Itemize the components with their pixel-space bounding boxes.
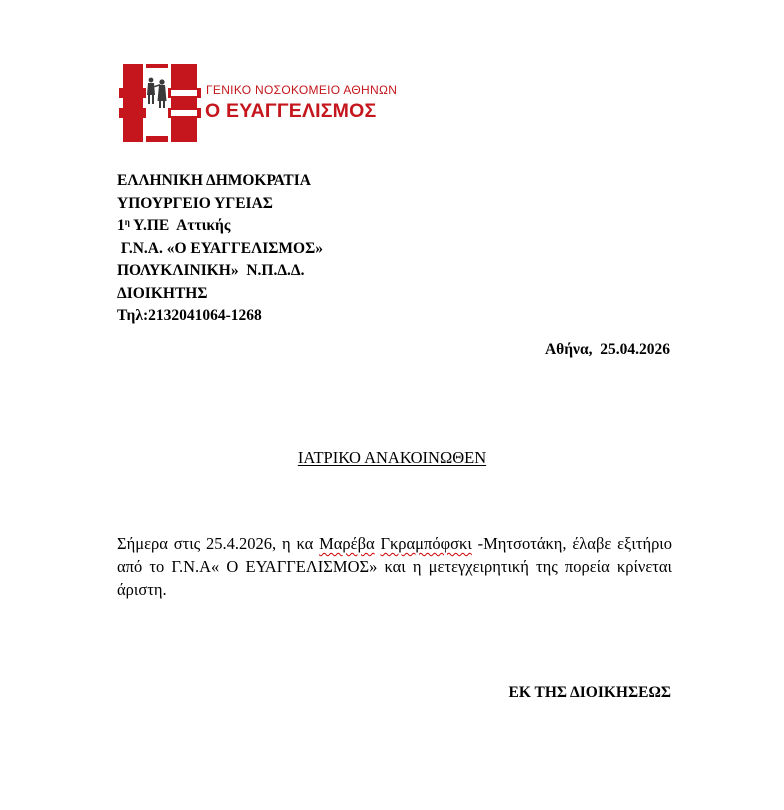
document-header	[117, 170, 323, 328]
body-text-part: Σήμερα στις 25.4.2026, η κα	[117, 534, 320, 553]
header-ministry: ΥΠΟΥΡΓΕΙΟ ΥΓΕΙΑΣ	[117, 194, 273, 212]
header-director: ΔΙΟΙΚΗΤΗΣ	[117, 284, 208, 302]
document-title	[0, 448, 784, 468]
header-health-region	[117, 215, 323, 238]
header-hospital: Γ.Ν.Α. «Ο ΕΥΑΓΓΕΛΙΣΜΟΣ»	[117, 239, 323, 257]
signature-line: ΕΚ ΤΗΣ ΔΙΟΙΚΗΣΕΩΣ	[508, 684, 671, 701]
header-republic: ΕΛΛΗΝΙΚΗ ΔΗΜΟΚΡΑΤΙΑ	[117, 172, 311, 189]
hospital-logo	[119, 62, 398, 144]
header-polyclinic: ΠΟΛΥΚΛΙΝΙΚΗ» Ν.Π.Δ.Δ.	[117, 262, 305, 279]
logo-hospital-title: Ο ΕΥΑΓΓΕΛΙΣΜΟΣ	[205, 100, 377, 122]
header-region-number: 1	[117, 217, 125, 234]
logo-hospital-name: ΓΕΝΙΚΟ ΝΟΣΟΚΟΜΕΙΟ ΑΘΗΝΩΝ	[206, 83, 398, 97]
body-text-name: Μαρέβα	[319, 534, 375, 553]
header-region-superscript: η	[124, 217, 130, 227]
body-text-rest: -Μητσοτάκη, έλαβε εξιτήριο από το Γ.Ν.Α« Ο ΕΥΑΓΓΕΛΙΣΜΟΣ» και η μετεγχειρητική της πορεία κρίνεται άριστη.	[117, 534, 672, 599]
hospital-cross-icon	[119, 62, 201, 144]
body-text-surname: Γκραμπόφσκι	[380, 534, 472, 553]
announcement-body	[117, 532, 672, 601]
header-phone: Τηλ:2132041064-1268	[117, 307, 262, 324]
document-title-text: ΙΑΤΡΙΚΟ ΑΝΑΚΟΙΝΩΘΕΝ	[297, 448, 487, 467]
header-region-name: Υ.ΠΕ Αττικής	[129, 217, 231, 234]
document-date: Αθήνα, 25.04.2026	[544, 341, 670, 358]
